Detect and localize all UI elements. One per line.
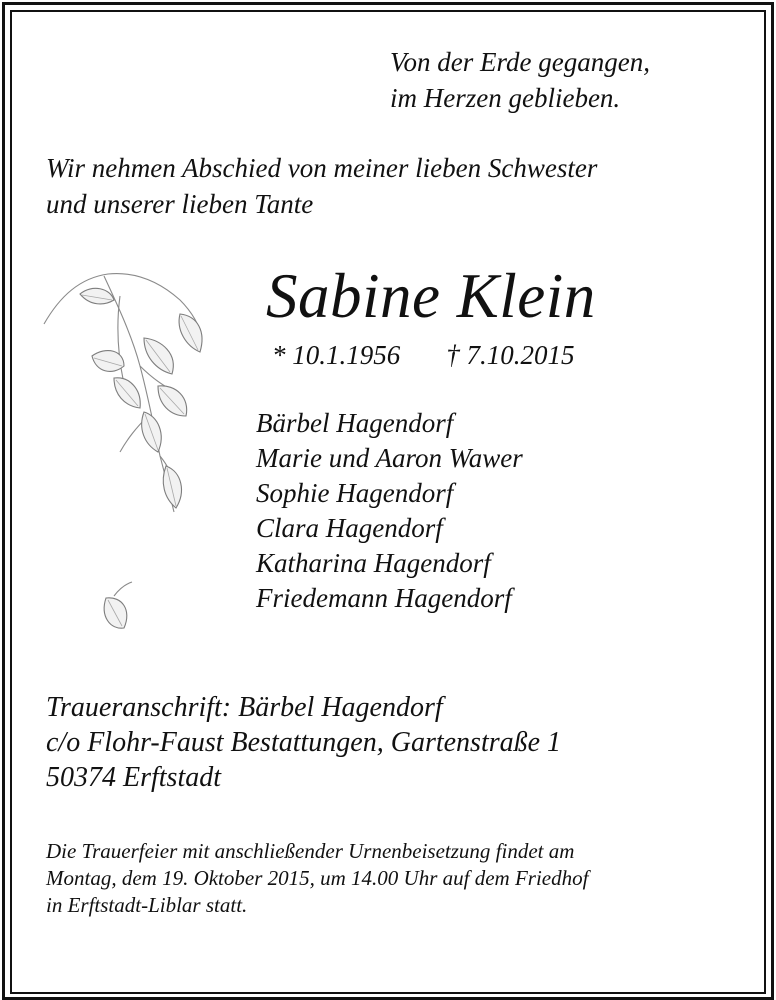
farewell-text (46, 150, 597, 222)
mourner-name: Marie und Aaron Wawer (256, 443, 523, 473)
address-line-3: 50374 Erftstadt (46, 762, 222, 793)
birth-date: * 10.1.1956 (272, 340, 401, 370)
farewell-line-2: und unserer lieben Tante (46, 189, 314, 219)
motto-line-2: im Herzen geblieben. (390, 83, 621, 113)
mourner-name: Bärbel Hagendorf (256, 408, 454, 438)
mourner-name: Sophie Hagendorf (256, 478, 454, 508)
deceased-name: Sabine Klein (266, 261, 596, 331)
death-date: † 7.10.2015 (446, 340, 575, 370)
mourner-name: Clara Hagendorf (256, 513, 443, 543)
mourner-name: Katharina Hagendorf (256, 548, 491, 578)
motto-line-1: Von der Erde gegangen, (390, 47, 650, 77)
motto (390, 44, 650, 116)
ceremony-line-2: Montag, dem 19. Oktober 2015, um 14.00 Uhr auf dem Friedhof (46, 866, 589, 890)
ceremony-notice (46, 838, 746, 919)
mourner-name: Friedemann Hagendorf (256, 583, 512, 613)
farewell-line-1: Wir nehmen Abschied von meiner lieben Schwester (46, 153, 598, 183)
birch-branch-illustration (40, 266, 220, 656)
life-dates (272, 338, 575, 372)
address-line-2: c/o Flohr-Faust Bestattungen, Gartenstraße 1 (46, 727, 562, 758)
ceremony-line-3: in Erftstadt-Liblar statt. (46, 893, 248, 917)
address-line-1: Traueranschrift: Bärbel Hagendorf (46, 692, 443, 723)
mourners-list (256, 406, 523, 616)
ceremony-line-1: Die Trauerfeier mit anschließender Urnenbeisetzung findet am (46, 839, 575, 863)
mourning-address (46, 690, 561, 795)
